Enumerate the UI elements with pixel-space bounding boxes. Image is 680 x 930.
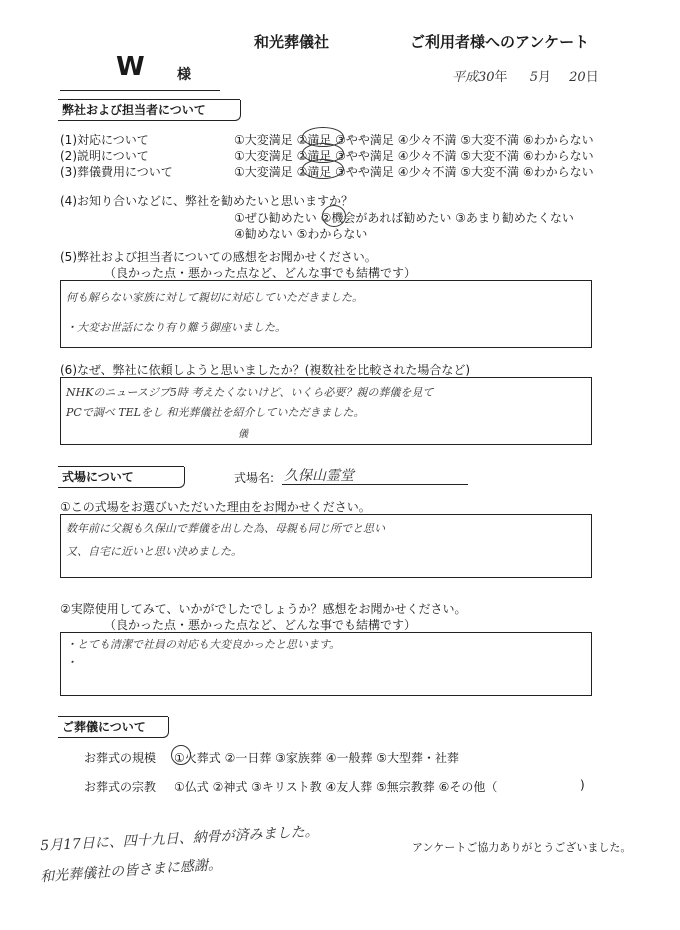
venue-q1-label: ①この式場をお選びいただいた理由をお聞かせください。	[60, 500, 371, 514]
venue-q2-label: ②実際使用してみて、いかがでしたでしょうか？感想をお聞かせください。	[60, 602, 467, 616]
venue-q2-hint: （良かった点・悪かった点など、どんな事でも結構です）	[104, 618, 417, 632]
date-day-suffix: 日	[585, 70, 599, 85]
venue-q2-answer-line2: ・	[66, 656, 77, 669]
date-field	[452, 66, 599, 85]
company-name: 和光葬儀社	[254, 33, 330, 51]
footer-handwritten-line2: 和光葬儀社の皆さまに感謝。	[39, 856, 223, 886]
q2-label: (2)説明について	[60, 149, 149, 163]
section-title-venue: 式場について	[58, 467, 185, 488]
q3-label: (3)葬儀費用について	[60, 165, 173, 179]
footer-handwritten-line1: 5月17日に、四十九日、納骨が済みました。	[39, 823, 320, 855]
q4-options-line1: ①ぜひ勧めたい ②機会があれば勧めたい ③あまり勧めたくない	[234, 211, 574, 225]
section-title-company: 弊社および担当者について	[58, 100, 241, 121]
honorific: 様	[177, 67, 191, 83]
q5-answer-line1: 何も解らない家族に対して親切に対応していただきました。	[66, 291, 363, 304]
q4-options-line2: ④勧めない ⑤わからない	[234, 227, 368, 241]
venue-q1-answer-line1: 数年前に父親も久保山で葬儀を出した為、母親も同じ所でと思い	[66, 522, 385, 535]
q5-answer-line2: ・大変お世話になり有り難う御座いました。	[66, 321, 286, 334]
q3-options: ①大変満足 ②満足 ③やや満足 ④少々不満 ⑤大変不満 ⑥わからない	[234, 165, 594, 179]
venue-label: 式場名:	[234, 471, 275, 485]
q6-answer-line2: PCで調べ TELをし 和光葬儀社を紹介していただきました。	[66, 406, 365, 419]
q1-options: ①大変満足 ②満足 ③やや満足 ④少々不満 ⑤大変不満 ⑥わからない	[234, 133, 594, 147]
funeral-religion-options: ①仏式 ②神式 ③キリスト教 ④友人葬 ⑤無宗教葬 ⑥その他（	[174, 780, 498, 794]
q1-label: (1)対応について	[60, 133, 149, 147]
customer-initial: W	[116, 52, 145, 82]
q2-options: ①大変満足 ②満足 ③やや満足 ④少々不満 ⑤大変不満 ⑥わからない	[234, 149, 594, 163]
date-era: 平成30	[452, 70, 495, 85]
funeral-religion-label: お葬式の宗教	[84, 780, 157, 794]
date-month-suffix: 月	[537, 70, 551, 85]
venue-q1-answer-line2: 又、自宅に近いと思い決めました。	[66, 545, 242, 558]
date-year-suffix: 年	[494, 70, 508, 85]
survey-title: ご利用者様へのアンケート	[410, 33, 590, 51]
venue-q2-answer-line1: ・とても清潔で社員の対応も大変良かったと思います。	[66, 638, 341, 651]
q6-label: (6)なぜ、弊社に依頼しようと思いましたか？(複数社を比較された場合など)	[60, 363, 471, 377]
date-month: 5	[529, 70, 538, 85]
footer-thanks: アンケートご協力ありがとうございました。	[412, 841, 632, 854]
scale-selected-circle	[171, 745, 191, 765]
funeral-religion-close: )	[580, 778, 585, 792]
q5-label: (5)弊社および担当者についての感想をお聞かせください。	[60, 250, 377, 264]
q6-answer-correction: 儀	[238, 429, 248, 440]
section-title-funeral: ご葬儀について	[58, 717, 169, 738]
q5-hint: （良かった点・悪かった点など、どんな事でも結構です）	[104, 266, 417, 280]
q4-selected-circle	[322, 205, 346, 227]
q6-answer-line1: NHKのニュースジブ5時 考えたくないけど、いくら必要？親の葬儀を見て	[66, 386, 434, 399]
customer-name-underline	[60, 90, 220, 91]
funeral-scale-label: お葬式の規模	[84, 751, 157, 765]
q4-label: (4)お知り合いなどに、弊社を勧めたいと思いますか？	[60, 194, 354, 208]
venue-value: 久保山霊堂	[284, 468, 354, 484]
venue-underline	[282, 484, 468, 485]
q3-selected-circle	[302, 159, 344, 179]
date-day: 20	[569, 70, 586, 85]
funeral-scale-options: ①火葬式 ②一日葬 ③家族葬 ④一般葬 ⑤大型葬・社葬	[174, 751, 460, 765]
